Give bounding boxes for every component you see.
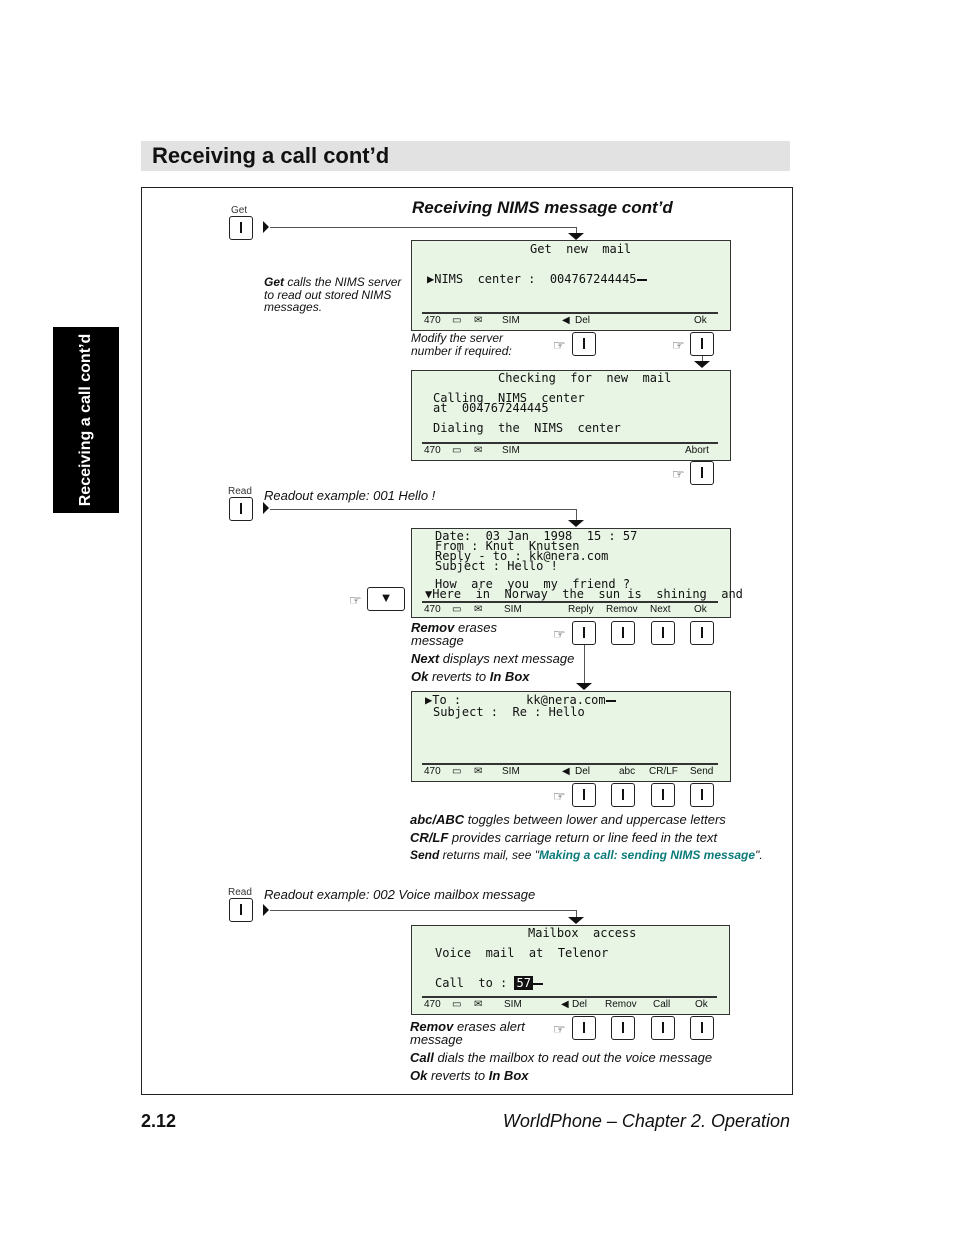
screen-title: Get new mail [530, 242, 632, 256]
side-tab [53, 327, 119, 513]
connector-line [576, 910, 577, 917]
arrow-down-icon [694, 361, 710, 368]
connector-line [270, 910, 576, 911]
connector-line [576, 509, 577, 520]
del-softkey[interactable] [572, 1016, 596, 1040]
screen-line: Subject : Re : Hello [433, 705, 585, 719]
connector-line [584, 645, 585, 683]
screen-title: Checking for new mail [498, 371, 672, 385]
battery-icon: ▭ [452, 766, 462, 777]
status-bar: 470 ▭ ✉ SIM ◀ Del abc CR/LF Send [422, 763, 718, 781]
read-key-label: Read [228, 887, 252, 898]
ok2-note: Ok reverts to In Box [410, 1068, 529, 1083]
status-bar: 470 ▭ ✉ SIM ◀ Del Ok [422, 312, 718, 330]
nims-center-line: ▶NIMS center : 004767244445 [427, 272, 647, 286]
screen-line: Reply - to : kk@nera.com [435, 549, 609, 563]
battery-icon: ▭ [452, 445, 462, 456]
screen-line: Voice mail at Telenor [435, 946, 609, 960]
reply-softkey[interactable] [572, 621, 596, 645]
pointing-hand-icon: ☞ [672, 337, 685, 353]
side-tab-label: Receiving a call cont’d [77, 333, 94, 507]
back-arrow-icon: ◀ [562, 315, 570, 326]
pointing-hand-icon: ☞ [553, 626, 566, 642]
pointing-hand-icon: ☞ [553, 337, 566, 353]
abc-softkey[interactable] [611, 783, 635, 807]
arrow-down-icon [568, 233, 584, 240]
screen-line: From : Knut Knutsen [435, 539, 580, 553]
down-arrow-icon: ▼ [379, 590, 393, 605]
connector-line [270, 227, 576, 228]
lcd-screen-checking [411, 370, 731, 461]
next-note: Next displays next message [411, 651, 575, 666]
get-note: Get calls the NIMS server to read out stored NIMS messages. [264, 275, 402, 314]
footer-text: WorldPhone – Chapter 2. Operation [502, 1111, 790, 1131]
call-softkey[interactable] [651, 1016, 675, 1040]
read-key[interactable] [229, 497, 253, 521]
arrow-down-icon [576, 683, 592, 690]
envelope-icon: ✉ [474, 999, 483, 1010]
remov-note: Remov erases message [411, 620, 497, 648]
arrow-right-icon [263, 221, 269, 233]
readout-note-2: Readout example: 002 Voice mailbox message [264, 887, 536, 902]
screen-line: Calling NIMS center [433, 391, 585, 405]
screen-line: Subject : Hello ! [435, 559, 558, 573]
pointing-hand-icon: ☞ [553, 1021, 566, 1037]
ok-softkey[interactable] [690, 332, 714, 356]
abc-note: abc/ABC toggles between lower and uppercase letters [410, 812, 726, 827]
ok-note: Ok reverts to In Box [411, 669, 530, 684]
ok-softkey[interactable] [690, 1016, 714, 1040]
send-softkey[interactable] [690, 783, 714, 807]
send-note: Send returns mail, see "Making a call: sending NIMS message". [410, 848, 763, 862]
link-sending-nims[interactable]: Making a call: sending NIMS message [538, 848, 756, 862]
crlf-softkey[interactable] [651, 783, 675, 807]
battery-icon: ▭ [452, 315, 462, 326]
del-softkey[interactable] [572, 783, 596, 807]
arrow-down-icon [568, 917, 584, 924]
ok-softkey[interactable] [690, 621, 714, 645]
connector-line [270, 509, 576, 510]
lcd-screen-reply [411, 691, 731, 782]
get-key-label: Get [231, 205, 248, 216]
call-note: Call dials the mailbox to read out the voice message [410, 1050, 713, 1065]
screen-line: at 004767244445 [433, 401, 549, 415]
page-number: 2.12 [141, 1111, 177, 1131]
battery-icon: ▭ [452, 999, 462, 1010]
remov2-note: Remov erases alert message [410, 1019, 525, 1047]
envelope-icon: ✉ [474, 315, 483, 326]
envelope-icon: ✉ [474, 445, 483, 456]
arrow-right-icon [263, 904, 269, 916]
remov-softkey[interactable] [611, 1016, 635, 1040]
battery-icon: ▭ [452, 604, 462, 615]
screen-line: How are you my friend ? [435, 577, 631, 591]
envelope-icon: ✉ [474, 604, 483, 615]
to-line: ▶To : kk@nera.com [425, 693, 616, 707]
arrow-right-icon [263, 502, 269, 514]
read-key-label: Read [228, 486, 252, 497]
section-title: Receiving NIMS message cont’d [412, 198, 673, 217]
envelope-icon: ✉ [474, 766, 483, 777]
status-bar: 470 ▭ ✉ SIM ◀ Del Remov Call Ok [422, 996, 717, 1014]
read-key[interactable] [229, 898, 253, 922]
screen-line: ▼Here in Norway the sun is shining and [425, 587, 743, 601]
pointing-hand-icon: ☞ [672, 466, 685, 482]
screen-title: Mailbox access [528, 926, 637, 940]
readout-note-1: Readout example: 001 Hello ! [264, 488, 436, 503]
pointing-hand-icon: ☞ [553, 788, 566, 804]
scroll-down-key[interactable] [367, 587, 405, 611]
lcd-screen-message [411, 528, 743, 618]
arrow-down-icon [568, 520, 584, 527]
call-to-line: Call to : 57 [435, 976, 543, 990]
crlf-note: CR/LF provides carriage return or line feed in the text [410, 830, 718, 845]
status-bar: 470 ▭ ✉ SIM Abort [422, 442, 718, 460]
pointing-hand-icon: ☞ [349, 592, 362, 608]
screen-line: Dialing the NIMS center [433, 421, 621, 435]
next-softkey[interactable] [651, 621, 675, 645]
page-title: Receiving a call cont’d [152, 143, 390, 168]
modify-note: Modify the server number if required: [411, 331, 512, 358]
title-bar [141, 141, 790, 171]
abort-softkey[interactable] [690, 461, 714, 485]
back-arrow-icon: ◀ [562, 766, 570, 777]
lcd-screen-get-mail [411, 240, 731, 331]
lcd-screen-mailbox [411, 925, 730, 1015]
status-bar: 470 ▭ ✉ SIM Reply Remov Next Ok [422, 601, 718, 617]
remov-softkey[interactable] [611, 621, 635, 645]
back-arrow-icon: ◀ [561, 999, 569, 1010]
screen-line: Date: 03 Jan 1998 15 : 57 [435, 529, 638, 543]
del-softkey[interactable] [572, 332, 596, 356]
get-key[interactable] [229, 216, 253, 240]
